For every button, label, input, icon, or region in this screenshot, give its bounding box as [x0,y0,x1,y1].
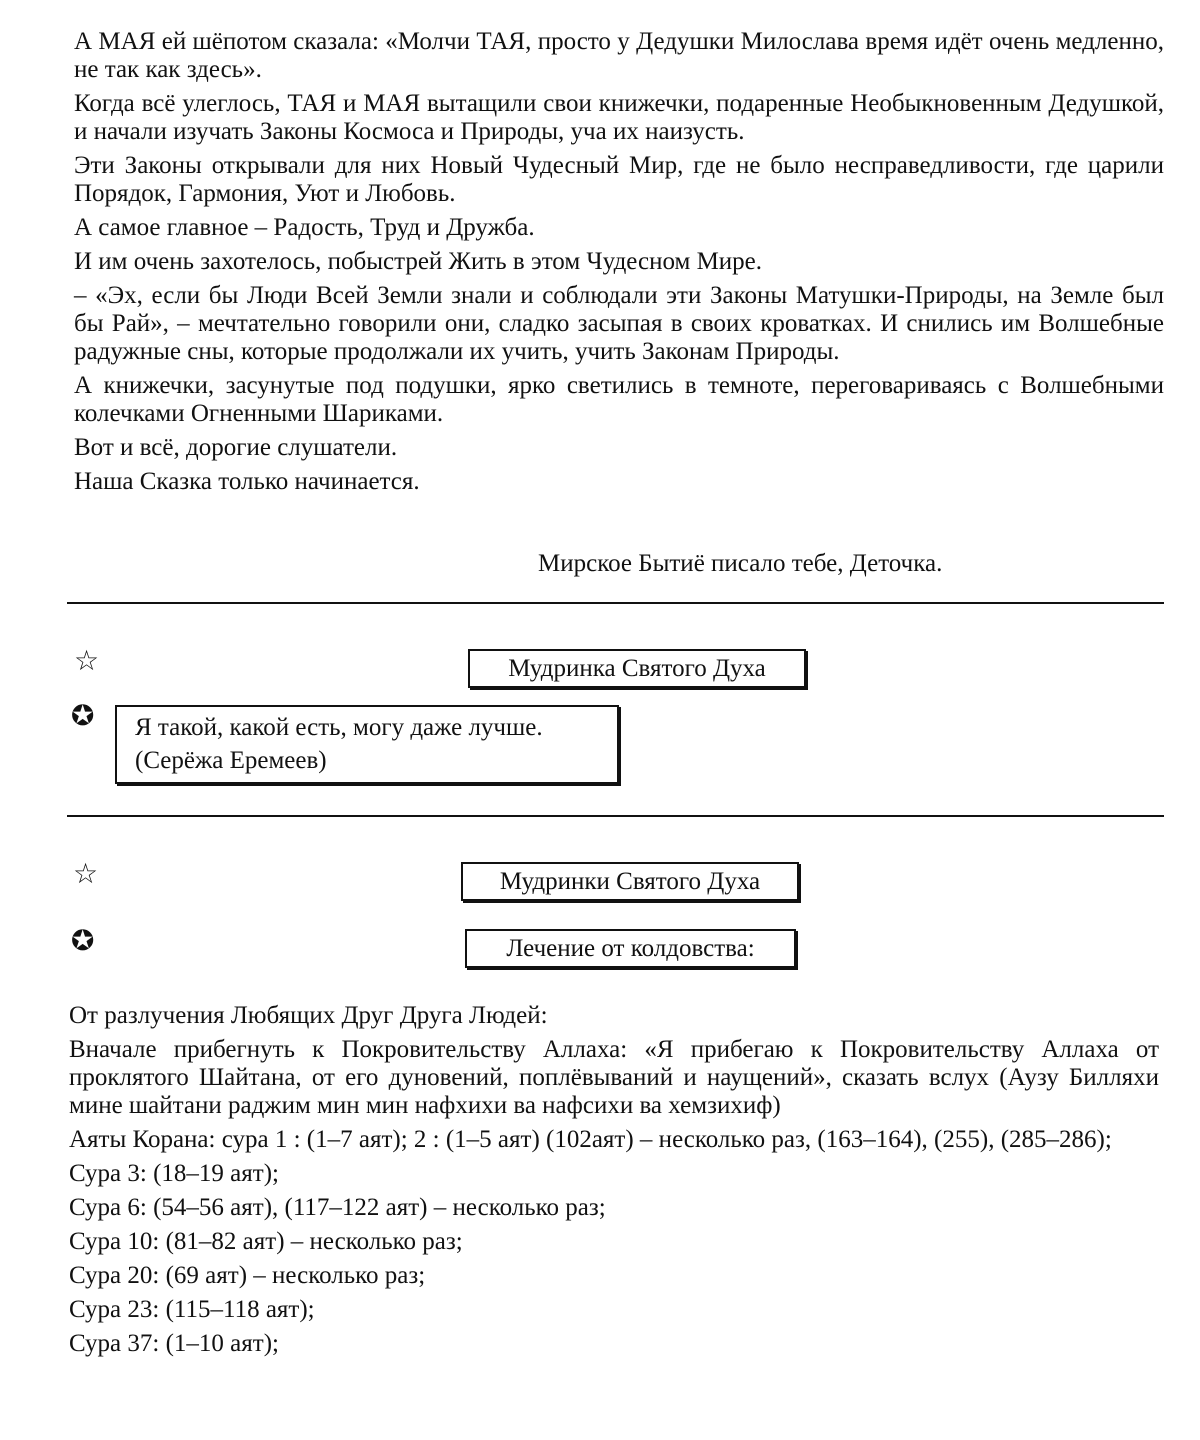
story-paragraph: А самое главное – Радость, Труд и Дружба. [74,214,535,241]
section-title-box: Мудринки Святого Духа [461,862,799,901]
quote-text: Я такой, какой есть, могу даже лучше. [135,714,543,741]
remedy-paragraph: Сура 23: (115–118 аят); [69,1296,315,1323]
section-divider [67,602,1164,604]
remedy-paragraph: Сура 20: (69 аят) – несколько раз; [69,1262,426,1289]
story-paragraph: Наша Сказка только начинается. [74,468,420,495]
star-outline-icon: ☆ [73,857,99,890]
section-divider [67,815,1164,817]
story-paragraph: Эти Законы открывали для них Новый Чудесный Мир, где не было несправедливости, где царили Порядок, Гармония, Уют и Любовь. [74,152,1164,207]
remedy-paragraph: От разлучения Любящих Друг Друга Людей: [69,1002,548,1029]
remedy-paragraph: Вначале прибегнуть к Покровительству Аллаха: «Я прибегаю к Покровительству Аллаха от проклятого Шайтана, от его дуновений, поплёвываний и наущений», сказать вслух (Аузу Билляхи мине шайтани раджим мин мин нафхихи ва нафсихи ва хемзихиф) [69,1036,1159,1119]
remedy-paragraph: Сура 6: (54–56 аят), (117–122 аят) – несколько раз; [69,1194,606,1221]
quote-author: (Серёжа Еремеев) [135,747,327,774]
quote-box [115,705,619,784]
subsection-title-box: Лечение от колдовства: [465,929,796,968]
story-paragraph: Когда всё улеглось, ТАЯ и МАЯ вытащили свои книжечки, подаренные Необыкновенным Дедушкой, и начали изучать Законы Космоса и Природы, уча их наизусть. [74,90,1164,145]
story-paragraph: А МАЯ ей шёпотом сказала: «Молчи ТАЯ, просто у Дедушки Милослава время идёт очень медленно, не так как здесь». [74,28,1164,83]
circled-star-icon: ✪ [71,924,95,957]
remedy-text [69,1002,1159,1364]
remedy-paragraph: Сура 10: (81–82 аят) – несколько раз; [69,1228,463,1255]
story-text [74,28,1164,502]
story-paragraph: И им очень захотелось, побыстрей Жить в этом Чудесном Мире. [74,248,763,275]
circled-star-icon: ✪ [71,699,95,732]
story-paragraph: – «Эх, если бы Люди Всей Земли знали и соблюдали эти Законы Матушки-Природы, на Земле был бы Рай», – мечтательно говорили они, сладко засыпая в своих кроватках. И снились им Волшебные радужные сны, которые продолжали их учить, учить Законам Природы. [74,282,1164,365]
story-paragraph: Вот и всё, дорогие слушатели. [74,434,398,461]
remedy-paragraph: Сура 3: (18–19 аят); [69,1160,279,1187]
section-title-box: Мудринка Святого Духа [468,649,806,688]
story-paragraph: А книжечки, засунутые под подушки, ярко светились в темноте, переговариваясь с Волшебными колечками Огненными Шариками. [74,372,1164,427]
story-signature: Мирское Бытиё писало тебе, Деточка. [538,550,943,577]
star-outline-icon: ☆ [74,644,100,677]
remedy-paragraph: Аяты Корана: сура 1 : (1–7 аят); 2 : (1–5 аят) (102аят) – несколько раз, (163–164), (255), (285–286); [69,1126,1112,1153]
remedy-paragraph: Сура 37: (1–10 аят); [69,1330,279,1357]
